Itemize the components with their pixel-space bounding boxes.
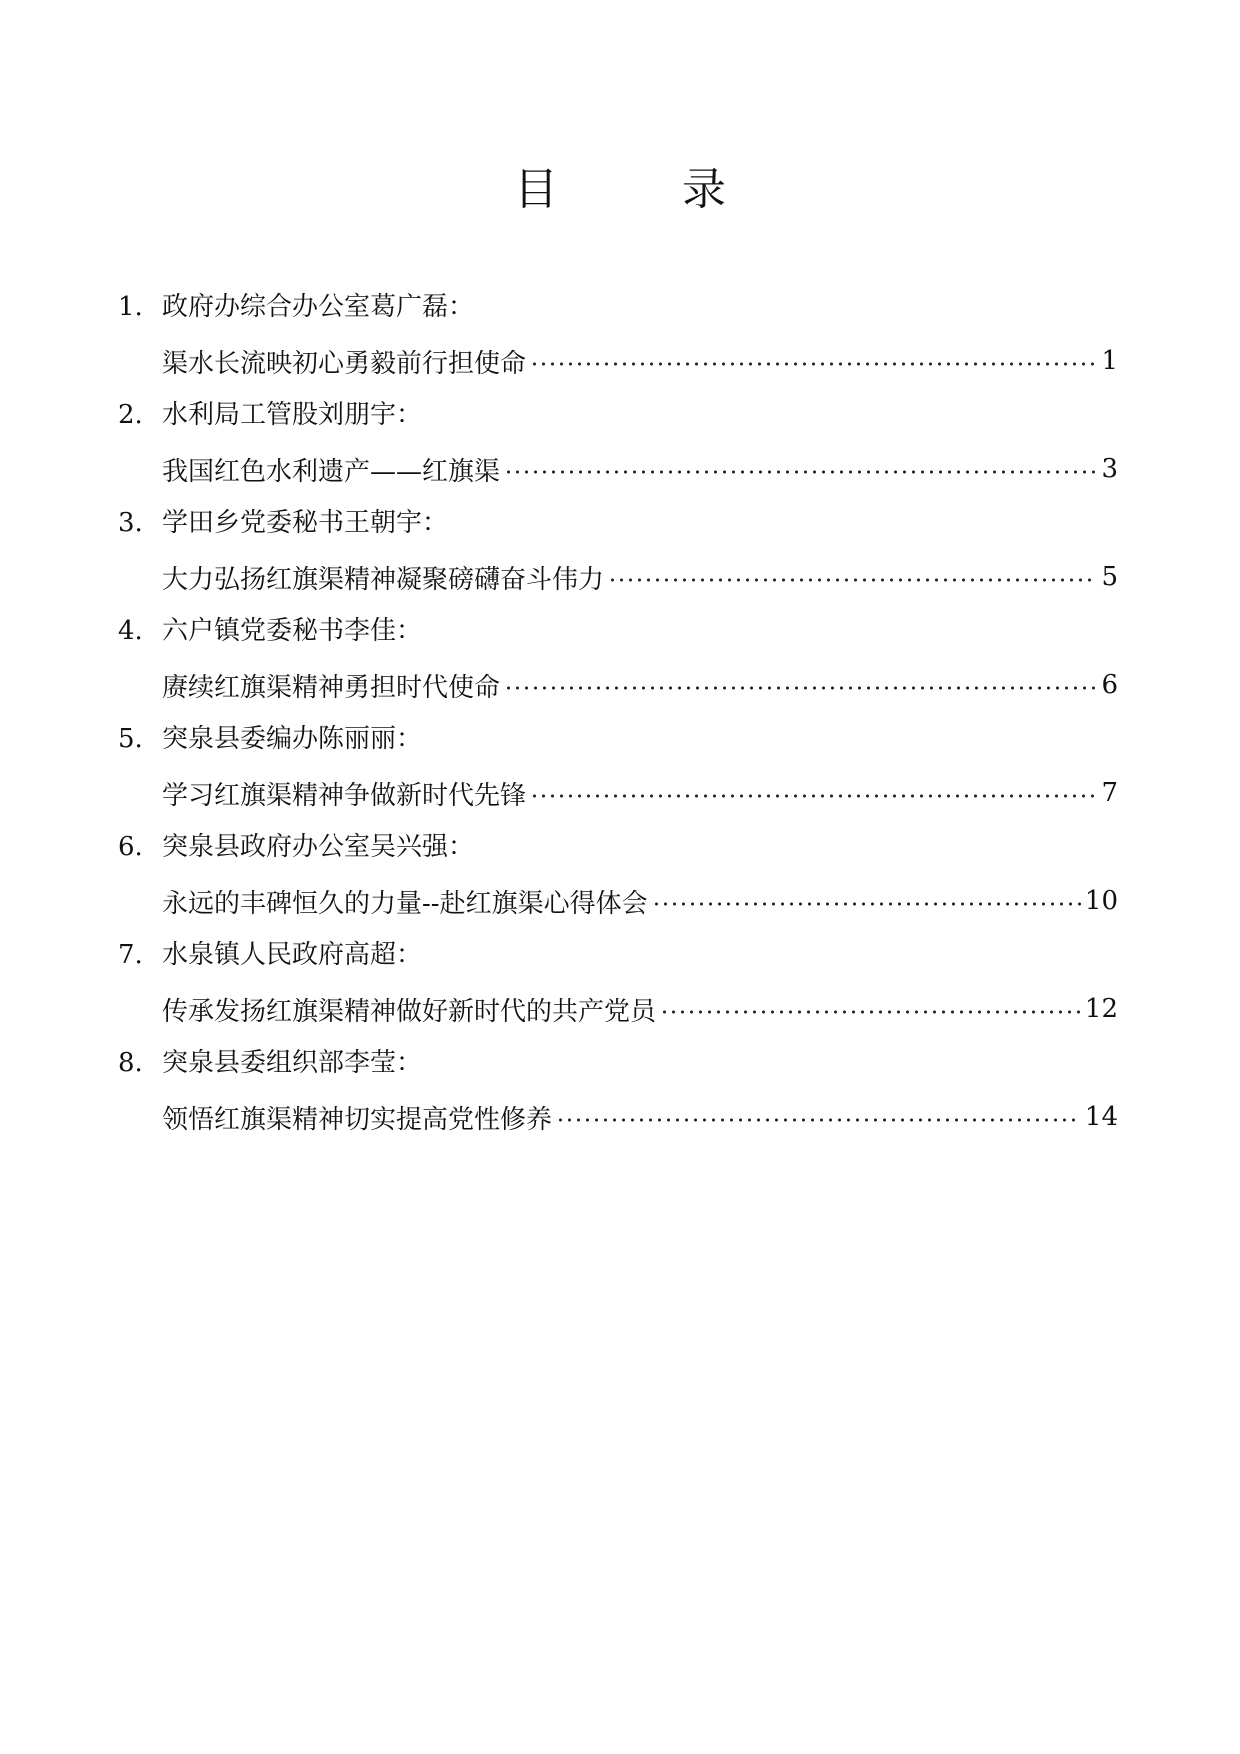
entry-page-number: 7 xyxy=(1101,778,1118,808)
entry-head xyxy=(118,820,474,874)
entry-author: 突泉县委编办陈丽丽： xyxy=(162,724,423,754)
entry-page-number: 14 xyxy=(1084,1102,1118,1132)
toc-entry xyxy=(118,1036,1118,1144)
page-title: 目 录 xyxy=(514,164,766,215)
entry-number: 1. xyxy=(118,292,143,322)
entry-page-number: 10 xyxy=(1084,886,1118,916)
entry-title: 渠水长流映初心勇毅前行担使命 xyxy=(162,348,527,379)
entry-link[interactable] xyxy=(162,550,1118,604)
entry-number: 2. xyxy=(118,400,143,430)
entry-author: 突泉县委组织部李莹： xyxy=(162,1048,423,1078)
toc-entry xyxy=(118,928,1118,1036)
dot-leader xyxy=(556,1118,1081,1122)
entry-author: 六户镇党委秘书李佳： xyxy=(162,616,423,646)
entry-link[interactable] xyxy=(162,442,1118,496)
entry-title: 我国红色水利遗产——红旗渠 xyxy=(162,456,501,487)
entry-number: 5. xyxy=(118,724,143,754)
entry-page-number: 1 xyxy=(1101,346,1118,376)
entry-head xyxy=(118,280,474,334)
dot-leader xyxy=(530,362,1097,366)
entry-title: 传承发扬红旗渠精神做好新时代的共产党员 xyxy=(162,996,657,1027)
toc-entry xyxy=(118,388,1118,496)
entry-page-number: 6 xyxy=(1101,670,1118,700)
entry-title: 赓续红旗渠精神勇担时代使命 xyxy=(162,672,501,703)
toc-entry xyxy=(118,712,1118,820)
dot-leader xyxy=(530,794,1097,798)
entry-author: 水泉镇人民政府高超： xyxy=(162,940,423,970)
entry-link[interactable] xyxy=(162,334,1118,388)
toc-entry xyxy=(118,496,1118,604)
entry-link[interactable] xyxy=(162,1090,1118,1144)
entry-number: 7. xyxy=(118,940,143,970)
entry-link[interactable] xyxy=(162,658,1118,712)
entry-author: 水利局工管股刘朋宇： xyxy=(162,400,423,430)
entry-author: 学田乡党委秘书王朝宇： xyxy=(162,508,449,538)
entry-title: 永远的丰碑恒久的力量--赴红旗渠心得体会 xyxy=(162,888,648,919)
entry-number: 8. xyxy=(118,1048,143,1078)
entry-title: 学习红旗渠精神争做新时代先锋 xyxy=(162,780,527,811)
entry-link[interactable] xyxy=(162,982,1118,1036)
dot-leader xyxy=(660,1010,1081,1014)
entry-title: 领悟红旗渠精神切实提高党性修养 xyxy=(162,1104,553,1135)
entry-link[interactable] xyxy=(162,766,1118,820)
dot-leader xyxy=(504,470,1097,474)
dot-leader xyxy=(504,686,1097,690)
entry-number: 3. xyxy=(118,508,143,538)
entry-author: 突泉县政府办公室吴兴强： xyxy=(162,832,475,862)
toc-entry xyxy=(118,820,1118,928)
entry-head xyxy=(118,604,422,658)
dot-leader xyxy=(608,578,1097,582)
entry-number: 6. xyxy=(118,832,143,862)
entry-head xyxy=(118,496,448,550)
entry-head xyxy=(118,1036,422,1090)
entry-page-number: 5 xyxy=(1101,562,1118,592)
entry-head xyxy=(118,712,422,766)
entry-link[interactable] xyxy=(162,874,1118,928)
entry-head xyxy=(118,928,422,982)
toc-entry xyxy=(118,604,1118,712)
entry-author: 政府办综合办公室葛广磊： xyxy=(162,292,475,322)
entry-number: 4. xyxy=(118,616,143,646)
entry-page-number: 12 xyxy=(1084,994,1118,1024)
entry-page-number: 3 xyxy=(1101,454,1118,484)
entry-title: 大力弘扬红旗渠精神凝聚磅礴奋斗伟力 xyxy=(162,564,605,595)
toc-entry xyxy=(118,280,1118,388)
dot-leader xyxy=(652,902,1081,906)
entry-head xyxy=(118,388,422,442)
toc-list xyxy=(118,280,1118,1144)
